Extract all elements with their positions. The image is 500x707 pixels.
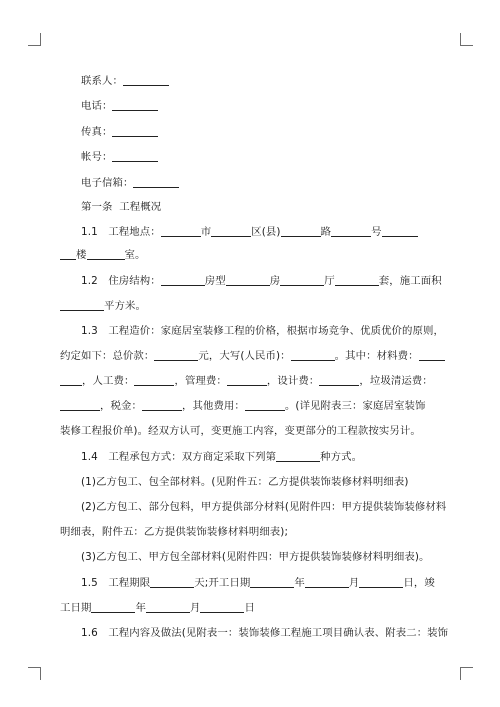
phone-blank[interactable] xyxy=(112,100,158,111)
start-year-blank[interactable] xyxy=(250,577,294,588)
text: (1)乙方包工、包全部材料。(见附件五：乙方提供装饰装修材料明细表) xyxy=(81,476,409,488)
garbage-fee-blank[interactable] xyxy=(60,400,100,411)
text: 日，竣 xyxy=(403,577,435,589)
halls-blank[interactable] xyxy=(280,275,324,286)
text: ，其他费用： xyxy=(181,400,245,412)
text: 年 xyxy=(294,577,305,589)
text: 天;开工日期 xyxy=(194,577,251,589)
text: 室。 xyxy=(124,249,146,261)
email-line xyxy=(81,174,179,189)
section-1-4-option-2 xyxy=(81,498,446,513)
start-day-blank[interactable] xyxy=(359,577,403,588)
text: ，税金： xyxy=(100,400,142,412)
contact-line xyxy=(81,72,169,87)
text: 1.4 工程承包方式：双方商定采取下列第 xyxy=(81,451,277,463)
text: 区(县) xyxy=(251,226,281,238)
text: 市 xyxy=(200,226,212,238)
text: 。(详见附表三：家庭居室装饰 xyxy=(284,400,426,412)
text: 套，施工面积 xyxy=(378,275,442,287)
sets-blank[interactable] xyxy=(335,275,379,286)
method-choice-blank[interactable] xyxy=(276,451,320,462)
fax-line xyxy=(81,123,158,138)
text: 年 xyxy=(135,602,146,614)
text: 房型 xyxy=(204,275,226,287)
text: 。其中：材料费： xyxy=(334,350,419,362)
fax-label: 传真： xyxy=(81,126,113,138)
section-1-4-option-1 xyxy=(81,473,409,488)
city-blank[interactable] xyxy=(161,226,201,237)
article-title: 工程概况 xyxy=(119,201,162,213)
other-fee-blank[interactable] xyxy=(245,400,285,411)
rooms-blank[interactable] xyxy=(226,275,270,286)
number-blank[interactable] xyxy=(331,226,371,237)
crop-mark-top-left xyxy=(28,33,41,46)
section-1-4-option-3 xyxy=(81,548,430,563)
text: ，管理费： xyxy=(174,375,227,387)
text: 1.6 工程内容及做法(见附表一：装饰装修工程施工项目确认表、附表二：装饰 xyxy=(81,627,449,639)
email-blank[interactable] xyxy=(133,177,179,188)
section-1-3-line-1 xyxy=(81,322,444,337)
section-1-1-line-1 xyxy=(81,223,418,238)
account-line xyxy=(81,148,158,163)
road-blank[interactable] xyxy=(281,226,321,237)
section-1-2-line-1 xyxy=(81,272,442,287)
text: (3)乙方包工、甲方包全部材料(见附件四：甲方提供装饰装修材料明细表)。 xyxy=(81,551,430,563)
text: 元，大写(人民币)： xyxy=(198,350,291,362)
contact-label: 联系人： xyxy=(81,75,123,87)
text: 1.3 工程造价：家庭居室装修工程的价格，根据市场竞争、优质优价的原则， xyxy=(81,325,445,337)
article-number: 第一条 xyxy=(81,201,113,213)
section-1-4-option-2-cont xyxy=(60,523,288,538)
labor-fee-blank[interactable] xyxy=(134,375,174,386)
section-1-5-line-1 xyxy=(81,574,435,589)
floor-blank[interactable] xyxy=(87,249,125,260)
text: 路 xyxy=(320,226,332,238)
text: 工日期 xyxy=(60,602,92,614)
text: 月 xyxy=(189,602,201,614)
text: 月 xyxy=(348,577,360,589)
district-blank[interactable] xyxy=(211,226,251,237)
section-1-4-line-1 xyxy=(81,448,362,463)
section-1-3-line-2 xyxy=(60,347,445,362)
material-fee-blank-b[interactable] xyxy=(60,375,82,386)
total-price-blank[interactable] xyxy=(154,350,198,361)
management-fee-blank[interactable] xyxy=(227,375,267,386)
phone-line xyxy=(81,97,158,112)
start-month-blank[interactable] xyxy=(305,577,349,588)
section-1-3-line-4 xyxy=(60,397,425,412)
text: 号 xyxy=(371,226,382,238)
text: ，人工费： xyxy=(82,375,135,387)
text: ，设计费： xyxy=(266,375,320,387)
text: 约定如下：总价款： xyxy=(60,350,155,362)
material-fee-blank-a[interactable] xyxy=(419,350,445,361)
duration-days-blank[interactable] xyxy=(150,577,194,588)
floor-prefix-blank[interactable] xyxy=(60,249,76,260)
crop-mark-bottom-left xyxy=(28,667,41,680)
text: 日 xyxy=(244,602,255,614)
text: 厅 xyxy=(324,275,335,287)
total-price-words-blank[interactable] xyxy=(291,350,335,361)
text: 1.2 住房结构： xyxy=(81,275,161,287)
article-1-heading xyxy=(81,198,161,213)
account-blank[interactable] xyxy=(112,151,158,162)
type-blank[interactable] xyxy=(161,275,205,286)
text: 楼 xyxy=(76,249,87,261)
area-blank[interactable] xyxy=(60,300,104,311)
text: 1.5 工程期限 xyxy=(81,577,151,589)
section-1-5-line-2 xyxy=(60,599,255,614)
contact-blank[interactable] xyxy=(123,75,169,86)
text: 明细表，附件五：乙方提供装饰装修材料明细表); xyxy=(60,526,289,538)
section-1-1-line-2 xyxy=(60,246,145,261)
phone-label: 电话： xyxy=(81,100,113,112)
end-month-blank[interactable] xyxy=(146,602,190,613)
text: 装修工程报价单)。经双方认可，变更施工内容，变更部分的工程款按实另计。 xyxy=(60,425,421,437)
text: (2)乙方包工、部分包料，甲方提供部分材料(见附件四：甲方提供装饰装修材料 xyxy=(81,501,447,513)
text: 1.1 工程地点： xyxy=(81,226,161,238)
account-label: 帐号： xyxy=(81,151,113,163)
crop-mark-top-right xyxy=(460,33,473,46)
section-1-6-line-1 xyxy=(81,624,448,639)
text: ，垃圾清运费： xyxy=(359,375,433,387)
fax-blank[interactable] xyxy=(112,126,158,137)
email-label: 电子信箱： xyxy=(81,177,134,189)
section-1-3-line-5 xyxy=(60,422,421,437)
crop-mark-bottom-right xyxy=(460,667,473,680)
tax-blank[interactable] xyxy=(142,400,182,411)
text: 种方式。 xyxy=(320,451,363,463)
end-day-blank[interactable] xyxy=(200,602,244,613)
extra-blank[interactable] xyxy=(382,226,418,237)
text: 平方米。 xyxy=(104,300,146,312)
end-year-blank[interactable] xyxy=(91,602,135,613)
text: 房 xyxy=(269,275,281,287)
section-1-3-line-3 xyxy=(60,372,433,387)
design-fee-blank[interactable] xyxy=(319,375,359,386)
section-1-2-line-2 xyxy=(60,297,146,312)
